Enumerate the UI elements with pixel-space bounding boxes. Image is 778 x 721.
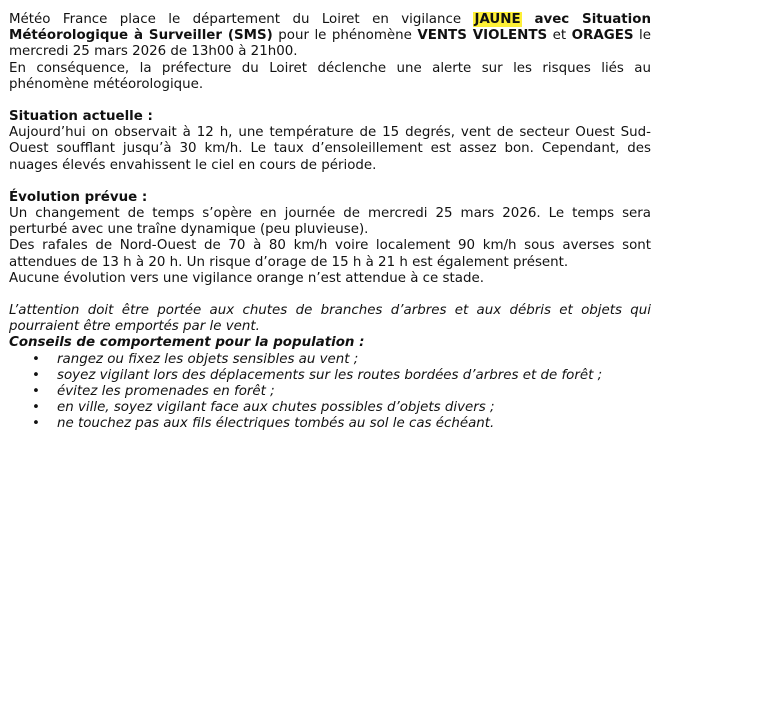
spacer xyxy=(9,174,651,190)
advice-list xyxy=(9,352,651,433)
vigilance-bulletin xyxy=(9,12,651,433)
spacer xyxy=(9,93,651,109)
phenomenon-wind: VENTS VIOLENTS xyxy=(417,28,548,44)
intro-text-c: pour le phénomène xyxy=(272,28,418,44)
bullet-icon: • xyxy=(32,400,40,416)
intro-date-text: le mercredi 25 mars 2026 de 13h00 à 21h00. xyxy=(9,28,651,60)
bullet-icon: • xyxy=(32,367,40,383)
current-situation-heading: Situation actuelle : xyxy=(9,109,153,125)
spacer xyxy=(9,287,651,303)
bullet-icon: • xyxy=(32,351,40,367)
forecast-paragraph-1: Un changement de temps s’opère en journée de mercredi 25 mars 2026. Le temps sera perturbé avec une traîne dynamique (peu pluvieuse). xyxy=(9,206,651,238)
intro-text-d: et xyxy=(547,28,572,44)
vigilance-level-highlight: JAUNE xyxy=(474,12,521,27)
phenomenon-storms: ORAGES xyxy=(571,28,634,44)
forecast-paragraph-3: Aucune évolution vers une vigilance orange n’est attendue à ce stade. xyxy=(9,270,484,286)
current-situation-text: Aujourd’hui on observait à 12 h, une température de 15 degrés, vent de secteur Ouest Sud-Ouest soufflant jusqu’à 30 km/h. Le taux d’ensoleillement est assez bon. Cependant, des nuages élevés envahissent le ciel en cours de période. xyxy=(9,125,651,173)
bullet-icon: • xyxy=(32,384,40,400)
advice-item: • rangez ou fixez les objets sensibles au vent ; xyxy=(32,351,359,367)
forecast-heading: Évolution prévue : xyxy=(9,189,148,205)
advice-item: • en ville, soyez vigilant face aux chutes possibles d’objets divers ; xyxy=(32,400,495,416)
warning-paragraph: L’attention doit être portée aux chutes de branches d’arbres et aux débris et objets qui pourraient être emportés par le vent. xyxy=(9,303,651,335)
forecast-paragraph-2: Des rafales de Nord-Ouest de 70 à 80 km/h voire localement 90 km/h sous averses sont attendues de 13 h à 20 h. Un risque d’orage de 15 h à 21 h est également présent. xyxy=(9,238,651,270)
intro-text-a: Météo France place le département du Loiret en vigilance xyxy=(9,12,474,27)
bullet-icon: • xyxy=(32,416,40,432)
advice-item: • ne touchez pas aux fils électriques tombés au sol le cas échéant. xyxy=(32,416,495,432)
intro-sms-text: avec Situation Météorologique à Surveiller (SMS) xyxy=(9,12,651,44)
advice-item: • évitez les promenades en forêt ; xyxy=(32,384,275,400)
advice-item: • soyez vigilant lors des déplacements sur les routes bordées d’arbres et de forêt ; xyxy=(32,367,603,383)
intro-paragraph xyxy=(9,12,651,61)
prefecture-alert-paragraph: En conséquence, la préfecture du Loiret déclenche une alerte sur les risques liés au phénomène météorologique. xyxy=(9,60,651,92)
advice-heading: Conseils de comportement pour la population : xyxy=(9,335,365,351)
